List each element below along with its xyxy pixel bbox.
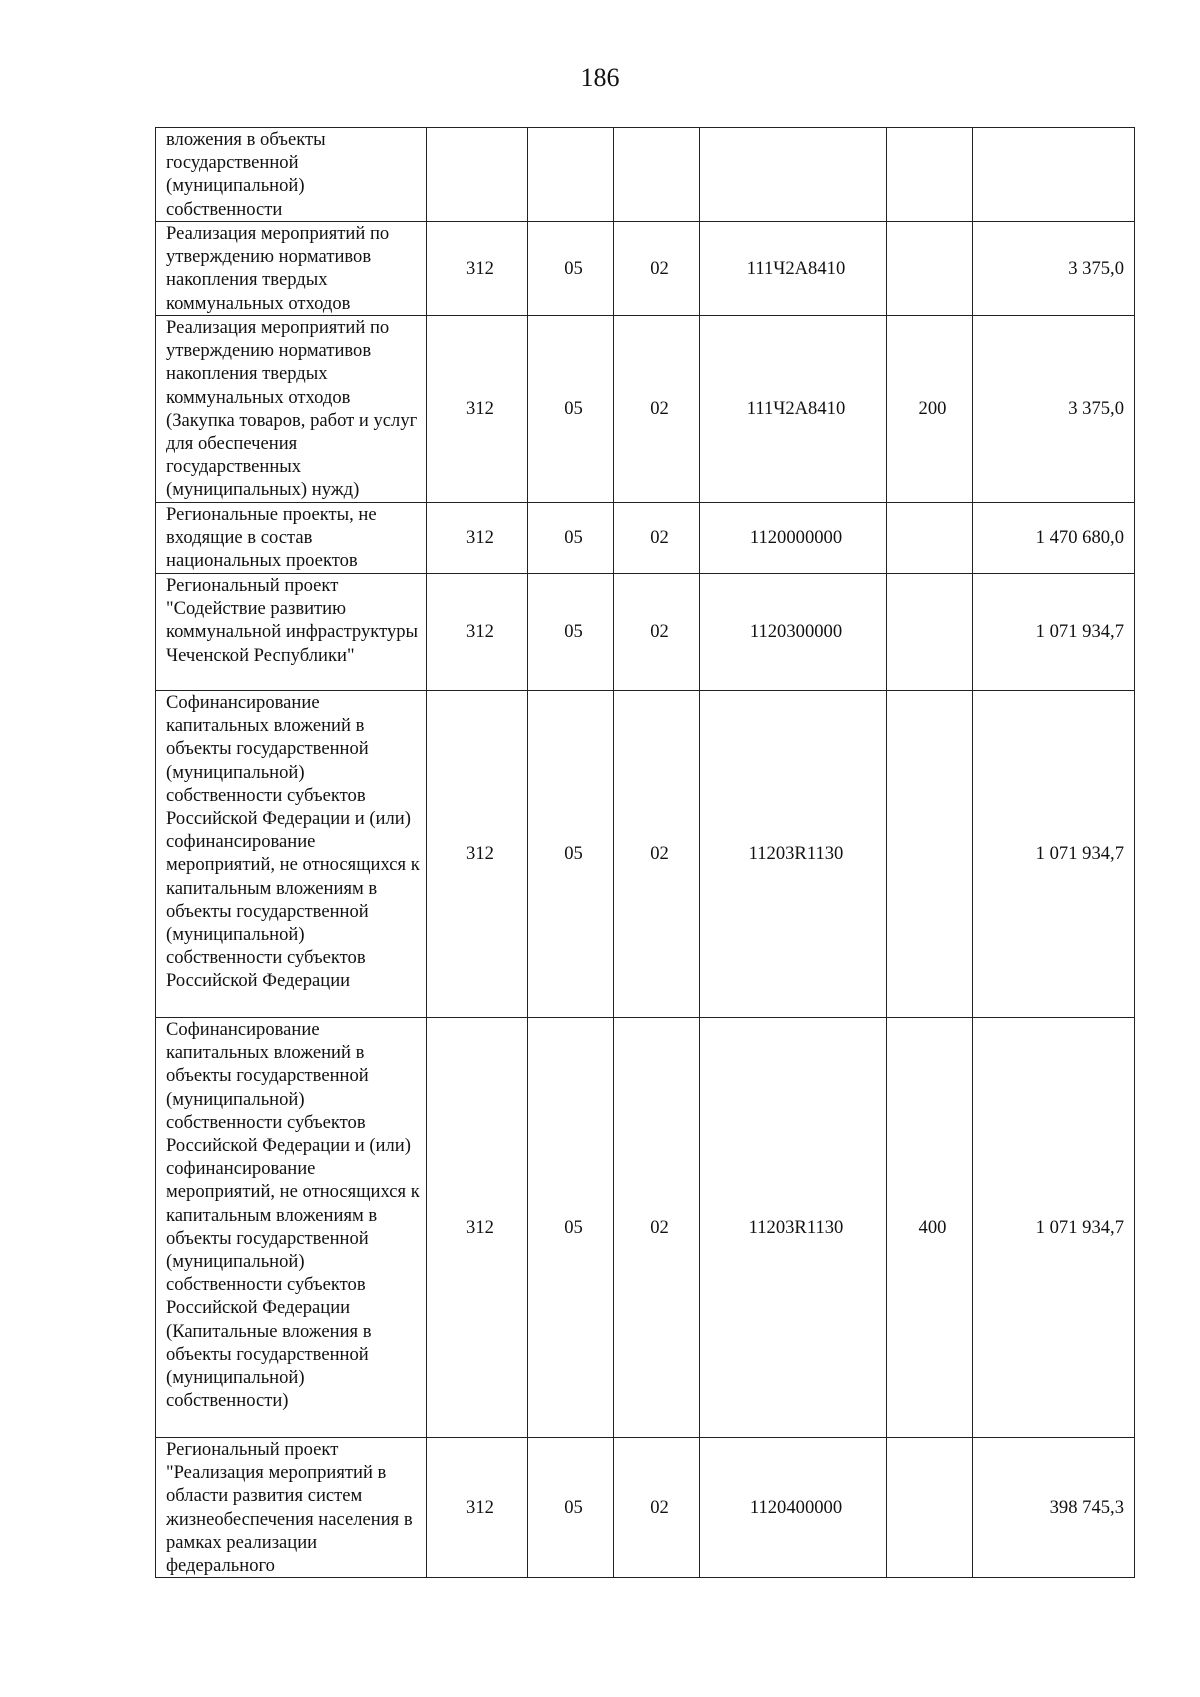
target-article-code-cell: 1120000000 bbox=[700, 503, 887, 574]
target-article-code-cell: 11203R1130 bbox=[700, 691, 887, 1018]
ministry-code-cell: 312 bbox=[427, 222, 528, 316]
expense-type-code-cell bbox=[887, 128, 973, 222]
target-article-code-cell bbox=[700, 128, 887, 222]
expense-type-code-cell bbox=[887, 1438, 973, 1578]
row-description: Региональный проект "Содействие развитию коммунальной инфраструктуры Чеченской Республики" bbox=[156, 574, 427, 691]
expense-type-code-cell: 400 bbox=[887, 1018, 973, 1438]
table-row bbox=[156, 222, 1135, 316]
subsection-code-cell: 02 bbox=[614, 1438, 700, 1578]
table-row bbox=[156, 1018, 1135, 1438]
ministry-code-cell: 312 bbox=[427, 1018, 528, 1438]
target-article-code-cell: 1120300000 bbox=[700, 574, 887, 691]
section-code-cell: 05 bbox=[528, 1438, 614, 1578]
target-article-code-cell: 1120400000 bbox=[700, 1438, 887, 1578]
row-description: Реализация мероприятий по утверждению нормативов накопления твердых коммунальных отходов (Закупка товаров, работ и услуг для обеспечения государственных (муниципальных) нужд) bbox=[156, 316, 427, 503]
amount-cell: 398 745,3 bbox=[973, 1438, 1135, 1578]
section-code-cell: 05 bbox=[528, 316, 614, 503]
expense-type-code-cell bbox=[887, 503, 973, 574]
subsection-code-cell: 02 bbox=[614, 1018, 700, 1438]
amount-cell: 1 071 934,7 bbox=[973, 691, 1135, 1018]
table-row bbox=[156, 1438, 1135, 1578]
amount-cell: 1 071 934,7 bbox=[973, 574, 1135, 691]
ministry-code-cell: 312 bbox=[427, 316, 528, 503]
section-code-cell: 05 bbox=[528, 574, 614, 691]
target-article-code-cell: 111Ч2А8410 bbox=[700, 222, 887, 316]
subsection-code-cell: 02 bbox=[614, 316, 700, 503]
subsection-code-cell: 02 bbox=[614, 222, 700, 316]
section-code-cell bbox=[528, 128, 614, 222]
amount-cell: 3 375,0 bbox=[973, 316, 1135, 503]
row-description: Региональный проект "Реализация мероприятий в области развития систем жизнеобеспечения населения в рамках реализации федерального bbox=[156, 1438, 427, 1578]
row-description: Региональные проекты, не входящие в состав национальных проектов bbox=[156, 503, 427, 574]
section-code-cell: 05 bbox=[528, 503, 614, 574]
expense-type-code-cell: 200 bbox=[887, 316, 973, 503]
page-number: 186 bbox=[580, 63, 620, 92]
table-row bbox=[156, 316, 1135, 503]
expense-type-code-cell bbox=[887, 222, 973, 316]
table-row bbox=[156, 574, 1135, 691]
amount-cell: 1 470 680,0 bbox=[973, 503, 1135, 574]
amount-cell: 3 375,0 bbox=[973, 222, 1135, 316]
target-article-code-cell: 111Ч2А8410 bbox=[700, 316, 887, 503]
row-description: Софинансирование капитальных вложений в объекты государственной (муниципальной) собственности субъектов Российской Федерации и (или) софинансирование мероприятий, не относящихся к капитальным вложениям в объекты государственной (муниципальной) собственности субъектов Российской Федерации bbox=[156, 691, 427, 1018]
table-row bbox=[156, 503, 1135, 574]
ministry-code-cell: 312 bbox=[427, 691, 528, 1018]
subsection-code-cell: 02 bbox=[614, 691, 700, 1018]
subsection-code-cell: 02 bbox=[614, 574, 700, 691]
expense-type-code-cell bbox=[887, 691, 973, 1018]
subsection-code-cell bbox=[614, 128, 700, 222]
ministry-code-cell: 312 bbox=[427, 574, 528, 691]
target-article-code-cell: 11203R1130 bbox=[700, 1018, 887, 1438]
ministry-code-cell bbox=[427, 128, 528, 222]
budget-table bbox=[155, 127, 1135, 1578]
amount-cell: 1 071 934,7 bbox=[973, 1018, 1135, 1438]
section-code-cell: 05 bbox=[528, 691, 614, 1018]
amount-cell bbox=[973, 128, 1135, 222]
section-code-cell: 05 bbox=[528, 222, 614, 316]
subsection-code-cell: 02 bbox=[614, 503, 700, 574]
table-row bbox=[156, 128, 1135, 222]
ministry-code-cell: 312 bbox=[427, 1438, 528, 1578]
row-description: Реализация мероприятий по утверждению нормативов накопления твердых коммунальных отходов bbox=[156, 222, 427, 316]
expense-type-code-cell bbox=[887, 574, 973, 691]
table-row bbox=[156, 691, 1135, 1018]
row-description: Софинансирование капитальных вложений в объекты государственной (муниципальной) собственности субъектов Российской Федерации и (или) софинансирование мероприятий, не относящихся к капитальным вложениям в объекты государственной (муниципальной) собственности субъектов Российской Федерации (Капитальные вложения в объекты государственной (муниципальной) собственности) bbox=[156, 1018, 427, 1438]
row-description: вложения в объекты государственной (муниципальной) собственности bbox=[156, 128, 427, 222]
ministry-code-cell: 312 bbox=[427, 503, 528, 574]
section-code-cell: 05 bbox=[528, 1018, 614, 1438]
